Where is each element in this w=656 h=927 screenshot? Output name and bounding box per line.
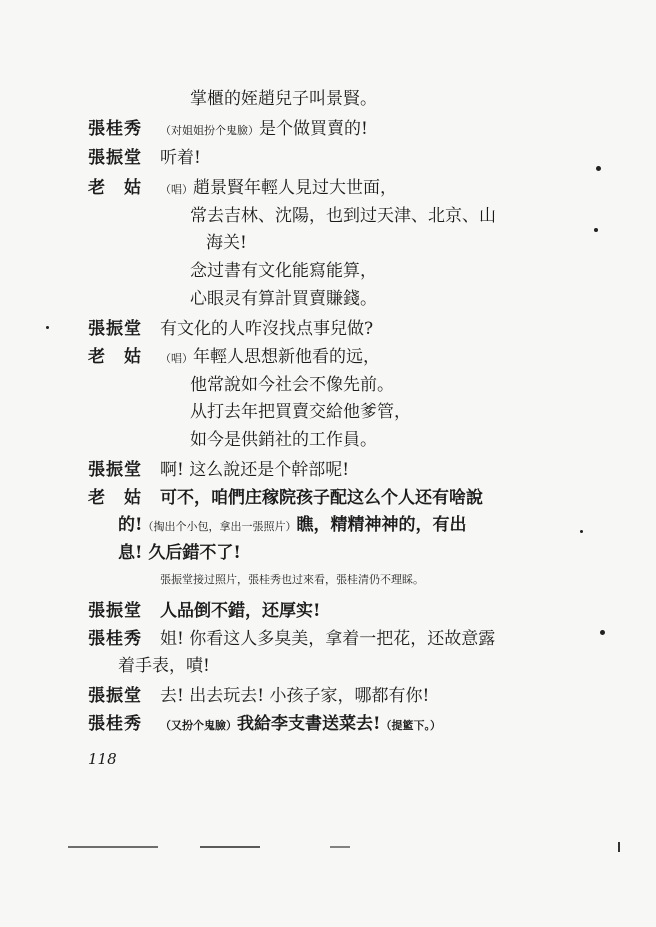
speaker-name: 張桂秀 — [88, 119, 142, 139]
speaker-name: 老 姑 — [88, 178, 142, 198]
stage-direction: 張振堂接过照片，張桂秀也过來看，張桂清仍不理睬。 — [160, 573, 424, 586]
speaker-name: 老 姑 — [88, 488, 142, 508]
speaker-name: 老 姑 — [88, 347, 142, 367]
verse-line: 从打去年把買賣交給他爹管， — [190, 402, 411, 422]
dialogue-text: 年輕人思想新他看的远， — [193, 347, 380, 367]
verse-line: 他常說如今社会不像先前。 — [190, 375, 394, 395]
verse-line: 心眼灵有算計買賣賺錢。 — [190, 289, 377, 309]
dialogue-text: 可不，咱們庄稼院孩子配这么个人还有啥說 — [160, 488, 483, 508]
speaker-name: 張桂秀 — [88, 629, 142, 649]
speaker-name: 張振堂 — [88, 686, 142, 706]
narration-line: 掌櫃的姪趙兒子叫景賢。 — [190, 89, 377, 109]
stage-direction: （又扮个鬼臉） — [160, 719, 237, 732]
dialogue-text: 听着! — [160, 148, 201, 168]
stage-direction: （掏出个小包，拿出一張照片） — [142, 520, 297, 533]
stage-direction: （对姐姐扮个鬼臉） — [160, 124, 259, 137]
verse-line: 如今是供銷社的工作員。 — [190, 430, 377, 450]
speaker-name: 張振堂 — [88, 460, 142, 480]
verse-line: 念过書有文化能寫能算， — [190, 261, 377, 281]
dialogue-text: 瞧，精精神神的，有出 — [296, 515, 467, 535]
scan-streak — [330, 846, 350, 848]
dialogue-text: 我給李支書送菜去! — [237, 714, 381, 734]
scan-streak — [618, 842, 620, 852]
dialogue-line — [160, 346, 380, 370]
verse-line: 海关! — [206, 233, 247, 253]
stage-direction: （唱） — [160, 352, 193, 365]
dialogue-line — [160, 713, 441, 737]
speaker-name: 張振堂 — [88, 601, 142, 621]
dialogue-text: 是个做買賣的! — [259, 119, 368, 139]
dialogue-text: 的! — [118, 515, 143, 535]
dialogue-line — [160, 118, 368, 142]
page-number: 118 — [88, 750, 117, 768]
scan-speck — [580, 530, 583, 533]
stage-direction: （提籃下。） — [380, 719, 441, 732]
dialogue-text: 去! 出去玩去! 小孩子家，哪都有你! — [160, 686, 430, 706]
dialogue-text: 有文化的人咋沒找点事兒做? — [160, 319, 374, 339]
dialogue-line — [118, 514, 466, 538]
speaker-name: 張振堂 — [88, 319, 142, 339]
scan-speck — [600, 630, 605, 635]
scan-streak — [200, 846, 260, 848]
dialogue-text: 啊! 这么說还是个幹部呢! — [160, 460, 350, 480]
dialogue-line — [160, 177, 397, 201]
dialogue-text: 息! 久后錯不了! — [118, 543, 241, 563]
speaker-name: 張振堂 — [88, 148, 142, 168]
stage-direction: （唱） — [160, 183, 193, 196]
scan-speck — [594, 228, 598, 232]
scan-streak — [68, 846, 158, 848]
dialogue-text: 着手表，嘖! — [118, 656, 210, 676]
dialogue-text: 趙景賢年輕人見过大世面， — [193, 178, 397, 198]
dialogue-text: 姐! 你看这人多臭美，拿着一把花，还故意露 — [160, 629, 496, 649]
scan-speck — [596, 166, 601, 171]
speaker-name: 張桂秀 — [88, 714, 142, 734]
verse-line: 常去吉林、沈陽，也到过天津、北京、山 — [190, 206, 496, 226]
scan-speck — [46, 326, 49, 329]
dialogue-text: 人品倒不錯，还厚实! — [160, 601, 321, 621]
